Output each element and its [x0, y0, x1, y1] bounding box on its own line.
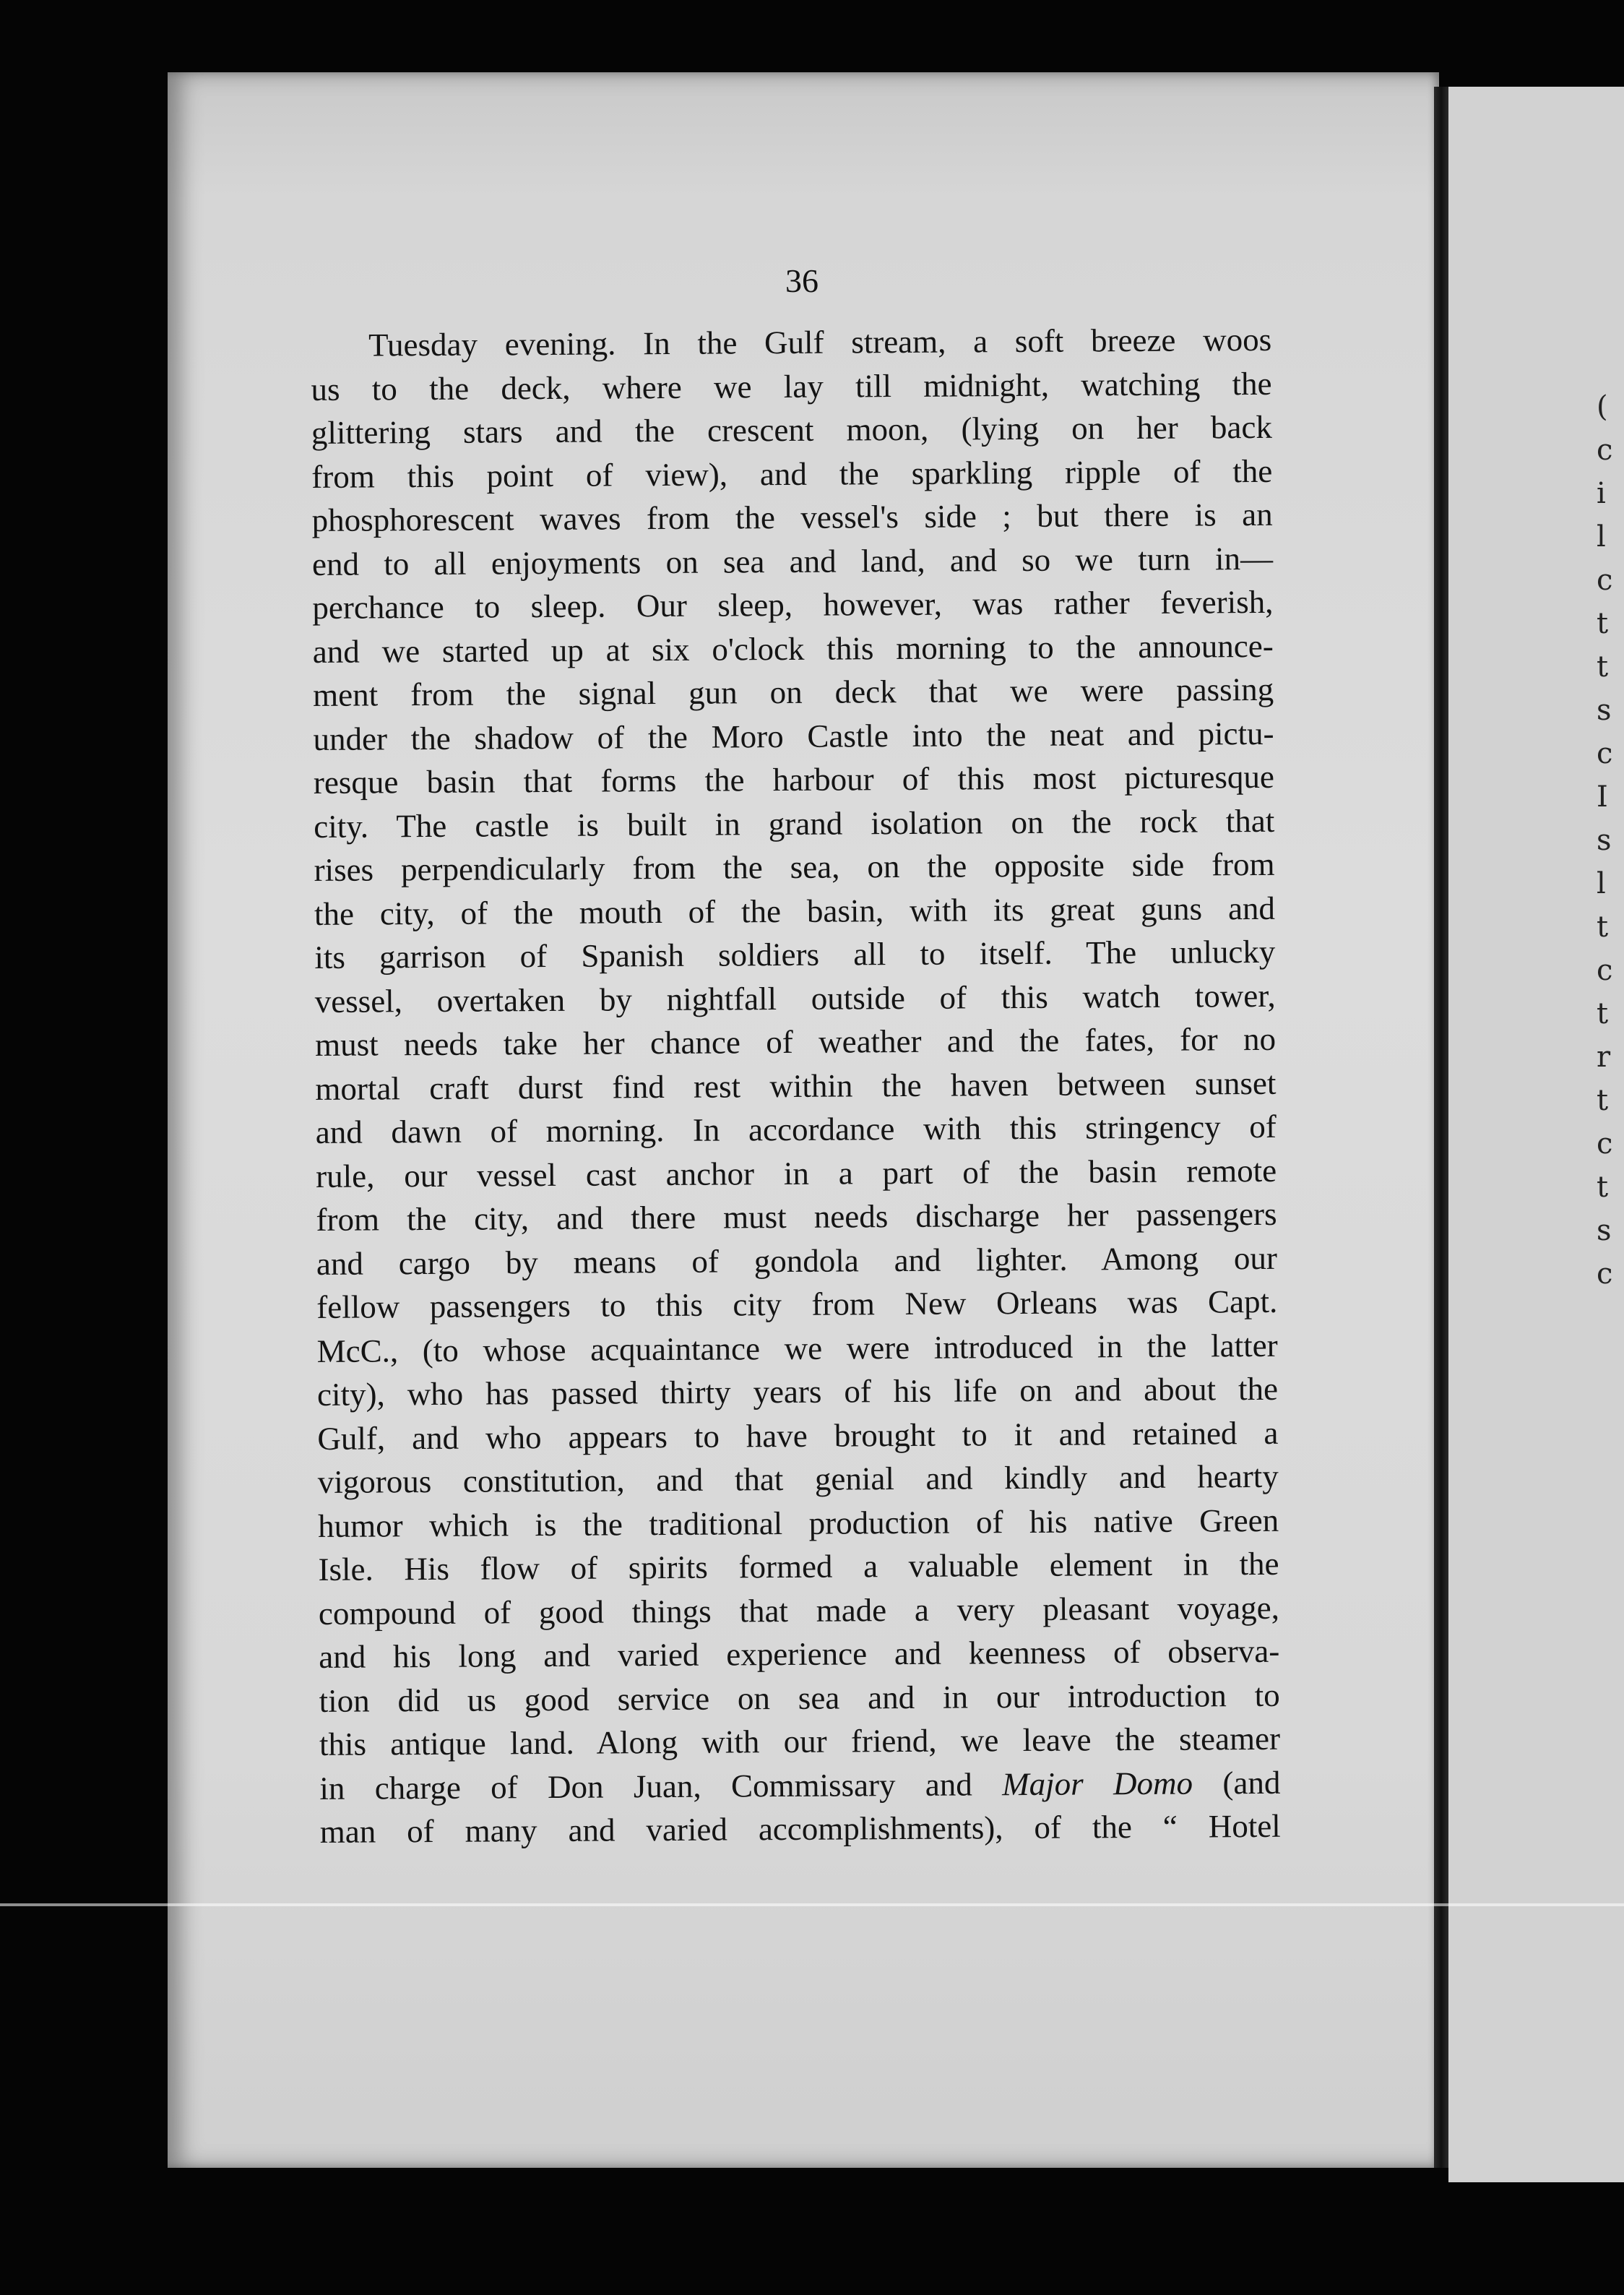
- facing-page-fragment: s: [1597, 694, 1612, 727]
- text-line: McC., (to whose acquaintance we were introduced in the latter: [316, 1327, 1278, 1369]
- facing-page-fragment: c: [1597, 564, 1613, 597]
- text-line: vessel, overtaken by nightfall outside of this watch tower,: [314, 977, 1276, 1020]
- facing-page-fragment: c: [1597, 737, 1613, 770]
- text-line: humor which is the traditional production of his native Green: [318, 1502, 1279, 1544]
- text-line: city. The castle is built in grand isolation on the rock that: [314, 802, 1275, 845]
- facing-page-fragment: l: [1597, 520, 1606, 554]
- text-line: perchance to sleep. Our sleep, however, was rather feverish,: [312, 583, 1274, 626]
- text-line: from this point of view), and the sparkling ripple of the: [311, 452, 1273, 495]
- text-line: and we started up at six o'clock this morning to the announce-: [312, 627, 1274, 670]
- text-line: us to the deck, where we lay till midnight, watching the: [311, 365, 1272, 408]
- text-line-with-italic: [319, 1760, 1280, 1810]
- facing-page-fragment: I: [1597, 780, 1608, 814]
- facing-page-fragment: t: [1597, 650, 1609, 684]
- facing-page-fragment: c: [1597, 1257, 1613, 1291]
- text-line: mortal craft durst find rest within the haven between sunset: [315, 1064, 1277, 1107]
- facing-page-fragment: c: [1597, 1127, 1613, 1161]
- facing-page-fragment: c: [1597, 954, 1613, 987]
- facing-page-fragment: t: [1597, 997, 1609, 1030]
- facing-page-fragment: (: [1597, 390, 1608, 423]
- text-line: Tuesday evening. In the Gulf stream, a soft breeze woos: [368, 321, 1272, 363]
- body-text: [311, 318, 1281, 1854]
- text-line: ment from the signal gun on deck that we were passing: [312, 671, 1274, 713]
- text-line: must needs take her chance of weather and the fates, for no: [314, 1020, 1277, 1063]
- facing-page-fragment: t: [1597, 1084, 1609, 1117]
- facing-page-fragment: r: [1597, 1041, 1611, 1074]
- facing-page-fragment: t: [1597, 607, 1609, 640]
- facing-page-fragment: c: [1597, 434, 1613, 467]
- facing-page-fragment: s: [1597, 824, 1612, 857]
- text-line: Gulf, and who appears to have brought to it and retained a: [317, 1414, 1279, 1457]
- book-gutter: [1434, 87, 1448, 2168]
- facing-page-fragment: t: [1597, 910, 1609, 944]
- text-line: man of many and varied accomplishments), of the “ Hotel: [319, 1807, 1281, 1850]
- text-line: city), who has passed thirty years of his life on and about the: [316, 1370, 1279, 1413]
- facing-page-fragment: s: [1597, 1214, 1612, 1247]
- text-line: from the city, and there must needs discharge her passengers: [316, 1195, 1277, 1238]
- text-line: phosphorescent waves from the vessel's side ; but there is an: [311, 496, 1273, 538]
- text-line: and his long and varied experience and keenness of observa-: [319, 1632, 1280, 1675]
- facing-page-fragment: i: [1597, 477, 1606, 510]
- facing-page-fragment: l: [1597, 867, 1606, 900]
- text-line: tion did us good service on sea and in our introduction to: [319, 1676, 1280, 1719]
- text-line: this antique land. Along with our friend, we leave the steamer: [319, 1720, 1281, 1762]
- text-line: vigorous constitution, and that genial and kindly and hearty: [317, 1457, 1279, 1500]
- text-line: the city, of the mouth of the basin, with its great guns and: [314, 890, 1276, 932]
- text-line: glittering stars and the crescent moon, (lying on her back: [311, 408, 1273, 451]
- text-line: rule, our vessel cast anchor in a part of the basin remote: [316, 1152, 1277, 1194]
- text-line: Isle. His flow of spirits formed a valuable element in the: [318, 1545, 1279, 1588]
- text-line: rises perpendicularly from the sea, on the opposite side from: [314, 845, 1275, 888]
- text-line: under the shadow of the Moro Castle into the neat and pictu-: [313, 715, 1274, 757]
- scan-artifact-line: [0, 1903, 1624, 1906]
- facing-page-fragment: t: [1597, 1171, 1609, 1204]
- text-line: its garrison of Spanish soldiers all to itself. The unlucky: [314, 933, 1276, 976]
- text-line-head: in charge of Don Juan, Commissary and: [319, 1765, 972, 1807]
- text-line: and dawn of morning. In accordance with this stringency of: [315, 1108, 1277, 1150]
- text-line: end to all enjoyments on sea and land, and so we turn in—: [311, 540, 1274, 582]
- text-line: compound of good things that made a very pleasant voyage,: [318, 1589, 1280, 1632]
- text-line-tail: (and: [1192, 1764, 1281, 1801]
- text-line: resque basin that forms the harbour of this most picturesque: [313, 758, 1275, 801]
- text-line: and cargo by means of gondola and lighter. Among our: [316, 1239, 1278, 1282]
- italic-phrase: Major Domo: [1002, 1765, 1193, 1802]
- page-number: 36: [785, 262, 819, 299]
- text-line: fellow passengers to this city from New Orleans was Capt.: [316, 1283, 1278, 1325]
